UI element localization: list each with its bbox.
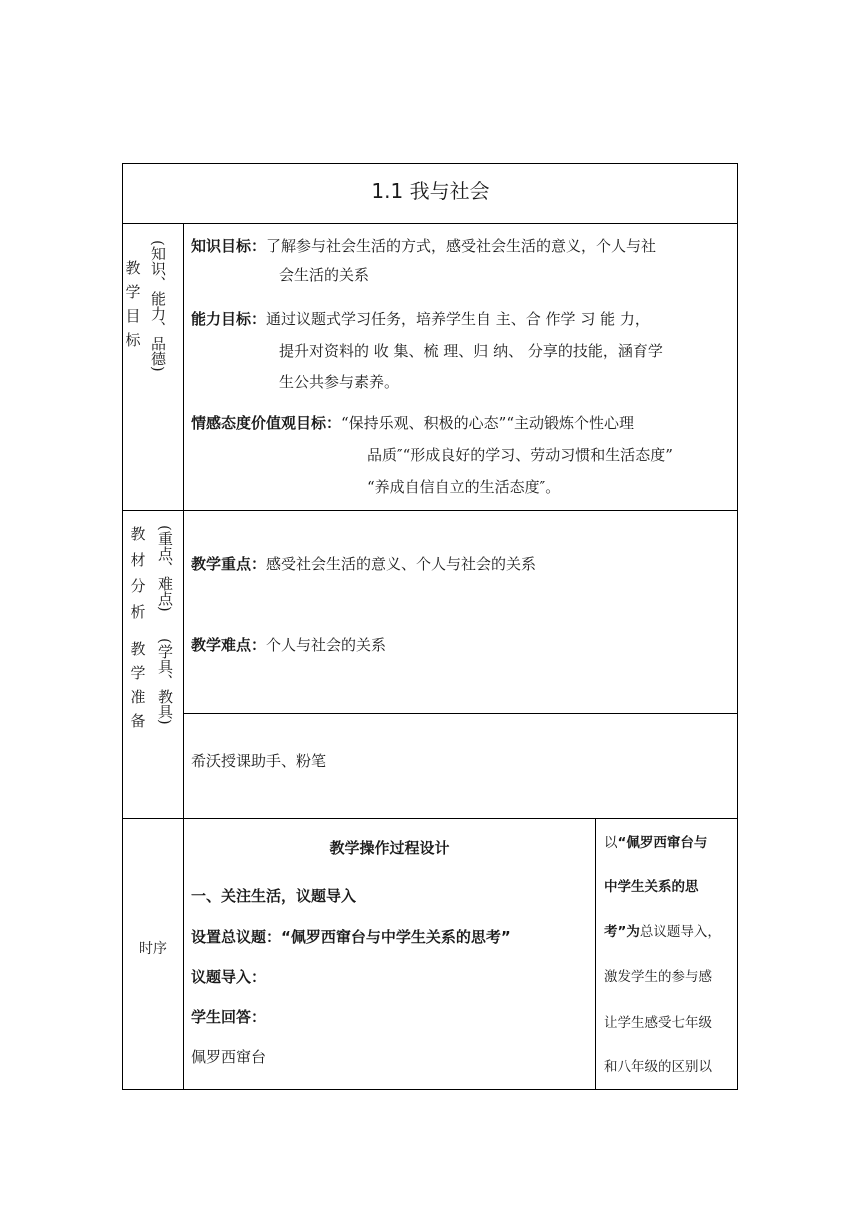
side-line3-a: 考”	[604, 924, 627, 940]
preparation-label-main: 教学准备	[130, 640, 146, 730]
process-heading: 教学操作过程设计	[329, 839, 450, 857]
side-line-2: 中学生关系的思	[604, 879, 699, 895]
ability-line2: 提升对资料的 收 集、梳 理、归 纳、 分享的技能，涵育学	[279, 342, 663, 360]
ability-label: 能力目标：	[191, 310, 267, 328]
main-topic: 设置总议题：“佩罗西窜台与中学生关系的思考”	[191, 928, 511, 946]
timeline-label: 时序	[139, 941, 167, 957]
objectives-label-main: 教学目标	[125, 259, 141, 349]
analysis-label-main: 教材分析	[130, 525, 146, 621]
emotion-label: 情感态度价值观目标：	[191, 414, 342, 432]
ability-line3: 生公共参与素养。	[279, 373, 400, 391]
title-row-border	[122, 223, 738, 224]
side-line-3	[604, 922, 734, 942]
key-point	[191, 550, 536, 578]
analysis-label-sub: (重点、难点)	[156, 525, 174, 612]
side-line1-a: 以	[604, 835, 618, 851]
ability-line1: 通过议题式学习任务，培养学生自 主、合 作学 习 能 力，	[266, 310, 650, 328]
objectives-label-sub: (知识、能力、品德)	[149, 240, 167, 372]
preparation-label-sub: (学具、教具)	[156, 638, 174, 725]
emotion-objective	[191, 409, 736, 437]
label-column-border	[183, 223, 184, 1090]
knowledge-line2: 会生活的关系	[279, 266, 370, 284]
side-line-4: 激发学生的参与感	[604, 969, 712, 985]
side-line-6: 和八年级的区别以	[604, 1059, 712, 1075]
analysis-row-border	[183, 713, 738, 714]
knowledge-line1: 了解参与社会生活的方式，感受社会生活的意义，个人与社	[266, 237, 657, 255]
ability-objective	[191, 305, 736, 333]
process-last-line: 佩罗西窜台	[191, 1048, 267, 1066]
knowledge-label: 知识目标：	[191, 237, 267, 255]
side-line3-b: 为	[626, 924, 640, 940]
knowledge-objective	[191, 232, 736, 260]
emotion-line3: “养成自信自立的生活态度″。	[367, 478, 561, 496]
emotion-line2: 品质″“形成良好的学习、劳动习惯和生活态度”	[367, 446, 673, 464]
difficulty-point	[191, 631, 386, 659]
table-right-border	[737, 163, 738, 1090]
side-column-border	[595, 818, 596, 1090]
side-line1-b: “佩罗西窜台与	[617, 835, 708, 851]
emotion-line1: “保持乐观、积极的心态”“主动锻炼个性心理	[341, 414, 635, 432]
table-bottom-border	[122, 1089, 738, 1090]
table-top-border	[122, 163, 738, 164]
difficulty-label: 教学难点：	[191, 636, 267, 654]
preparation-text: 希沃授课助手、粉笔	[191, 752, 327, 770]
objectives-row-border	[122, 510, 738, 511]
side-line3-c: 总议题导入，	[639, 924, 721, 940]
page-title: 1.1 我与社会	[371, 179, 490, 203]
section-heading: 一、关注生活，议题导入	[191, 887, 357, 905]
difficulty-text: 个人与社会的关系	[266, 636, 387, 654]
key-point-text: 感受社会生活的意义、个人与社会的关系	[266, 555, 537, 573]
side-line-5: 让学生感受七年级	[604, 1015, 712, 1031]
key-point-label: 教学重点：	[191, 555, 267, 573]
student-answer: 学生回答：	[191, 1008, 267, 1026]
topic-intro: 议题导入：	[191, 968, 267, 986]
preparation-row-border	[122, 818, 738, 819]
side-line-1	[604, 833, 734, 853]
